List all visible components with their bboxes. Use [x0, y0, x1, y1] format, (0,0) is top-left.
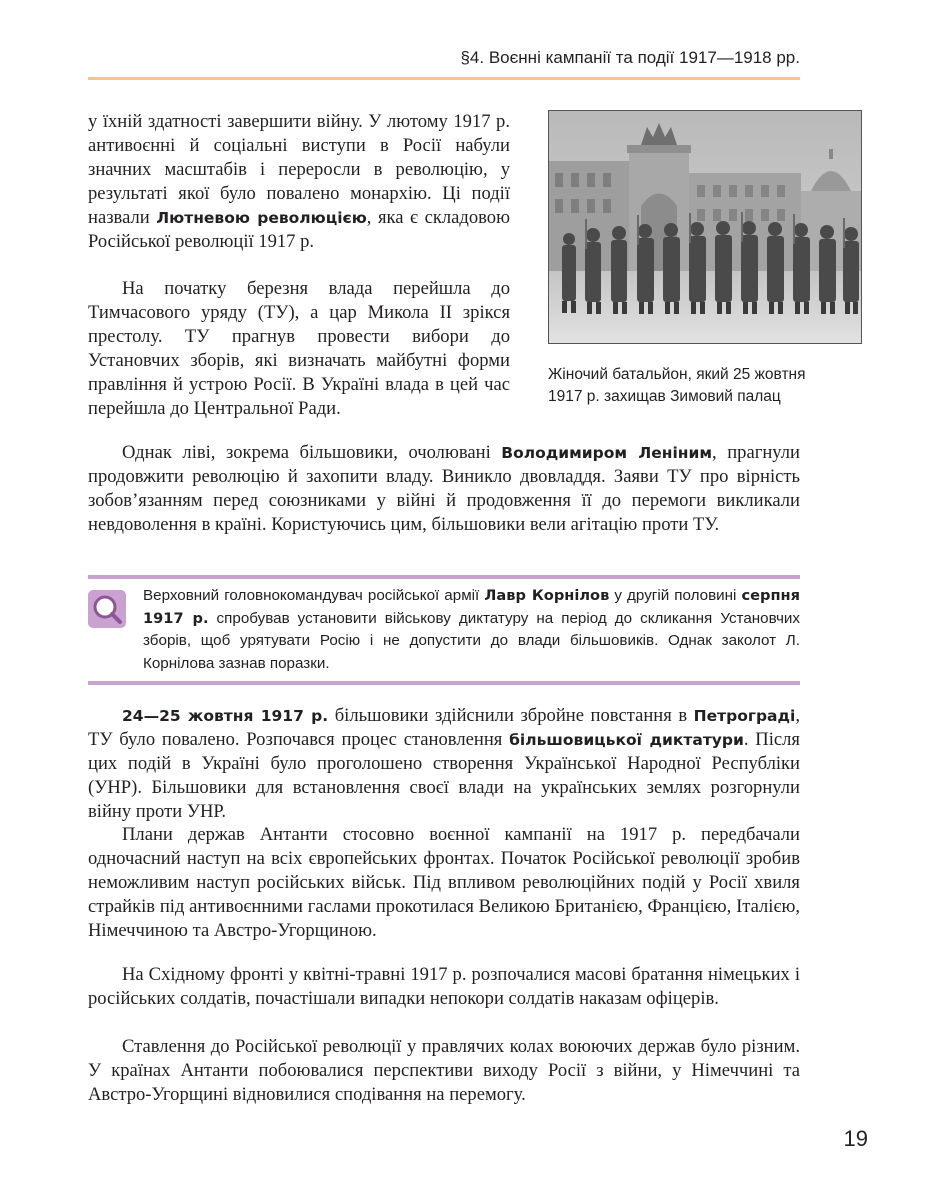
paragraph-1: [88, 110, 510, 255]
term-august-1917: серпня 1917 р.: [143, 587, 801, 627]
paragraph-1-text-c: , яка є складовою Російської революції 1917 р.: [88, 207, 510, 253]
paragraph-3-text-a: Однак ліві, зокрема більшовики, очолювані: [122, 442, 502, 463]
paragraph-2: [88, 277, 510, 422]
paragraph-6: [88, 963, 800, 1011]
paragraph-5: [88, 823, 800, 943]
paragraph-7: [88, 1035, 800, 1107]
magnifier-icon: [88, 590, 126, 628]
page-number: 19: [843, 1126, 868, 1151]
caption-line-2: 1917 р. захищав Зимовий палац: [548, 388, 781, 405]
note-text-e: спробував установити військову диктатуру на період до скликання Установчих зборів, щоб урятувати Росію і не допустити до влади більшовиків. Однак заколот Л. Корнілова зазнав поразки.: [143, 609, 800, 672]
photo-caption: [548, 364, 848, 408]
photo-image: [549, 111, 861, 343]
paragraph-4: [88, 704, 800, 824]
paragraph-3-text-c: , прагнули продовжити революцію й захопити владу. Виникло двовладдя. Заяви ТУ про вірність зобов’язанням перед союзниками у війні й продовження її до перемоги викликали невдоволення в країні. Користуючись цим, більшовики вели агітацію проти ТУ.: [88, 442, 800, 536]
paragraph-6-text: На Східному фронті у квітні-травні 1917 р. розпочалися масові братання німецьких і російських солдатів, почастішали випадки непокори солдатів наказам офіцерів.: [88, 964, 800, 1010]
note-rule-top: [88, 575, 800, 579]
header-title: §4. Воєнні кампанії та події 1917—1918 рр.: [460, 48, 800, 67]
womens-battalion-photo: [548, 110, 862, 344]
term-petrograd: Петрограді: [693, 707, 796, 725]
paragraph-7-text: Ставлення до Російської революції у правлячих колах воюючих держав було різним. У країнах Антанти побоювалися перспективи виходу Росії з війни, у Німеччині та Австро-Угорщині відновилися сподівання на перемогу.: [88, 1036, 800, 1106]
paragraph-4-text-b: більшовики здійснили збройне повстання в: [328, 705, 694, 726]
note-rule-bottom: [88, 681, 800, 685]
term-kornilov: Лавр Корнілов: [484, 587, 610, 604]
note-text: [143, 585, 800, 675]
paragraph-4-text-f: . Після цих подій в Україні було проголошено створення Української Народної Республіки (УНР). Більшовики для встановлення своєї влади на українських землях розгорнули війну проти УНР.: [88, 729, 800, 823]
paragraph-5-text: Плани держав Антанти стосовно воєнної кампанії на 1917 р. передбачали одночасний наступ на всіх європейських фронтах. Початок Російської революції зробив неможливим наступ російських військ. Під впливом революційних подій у Росії хвиля страйків під антивоєнними гаслами прокотилася Великою Британією, Францією, Італією, Німеччиною та Австро-Угорщиною.: [88, 824, 800, 942]
paragraph-3: [88, 441, 800, 537]
term-february-revolution: Лютневою революцією: [156, 209, 367, 228]
term-october-dates: 24—25 жовтня 1917 р.: [122, 707, 329, 725]
note-text-a: Верховний головнокомандувач російської армії: [143, 587, 485, 604]
term-lenin: Володимиром Леніним: [501, 444, 713, 462]
note-text-c: у другій половині: [609, 587, 742, 604]
caption-line-1: Жіночий батальйон, який 25 жовтня: [548, 366, 806, 383]
note-box: [88, 575, 800, 685]
paragraph-4-text-d: , ТУ було повалено. Розпочався процес становлення: [88, 705, 800, 751]
paragraph-2-text: На початку березня влада перейшла до Тимчасового уряду (ТУ), а цар Микола II зрікся престолу. ТУ прагнув провести вибори до Установчих зборів, які визначать майбутні форми правління й устрою Росії. В Україні влада в цей час перейшла до Центральної Ради.: [88, 278, 510, 420]
term-bolshevik-dictatorship: більшовицької диктатури: [509, 731, 744, 750]
paragraph-1-text-a: у їхній здатності завершити війну. У лютому 1917 р. антивоєнні й соціальні виступи в Росії набули значних масштабів і переросли в революцію, у результаті якої було повалено монархію. Ці події назвали: [88, 111, 510, 229]
header-rule: [88, 77, 800, 80]
running-header: [88, 48, 800, 78]
